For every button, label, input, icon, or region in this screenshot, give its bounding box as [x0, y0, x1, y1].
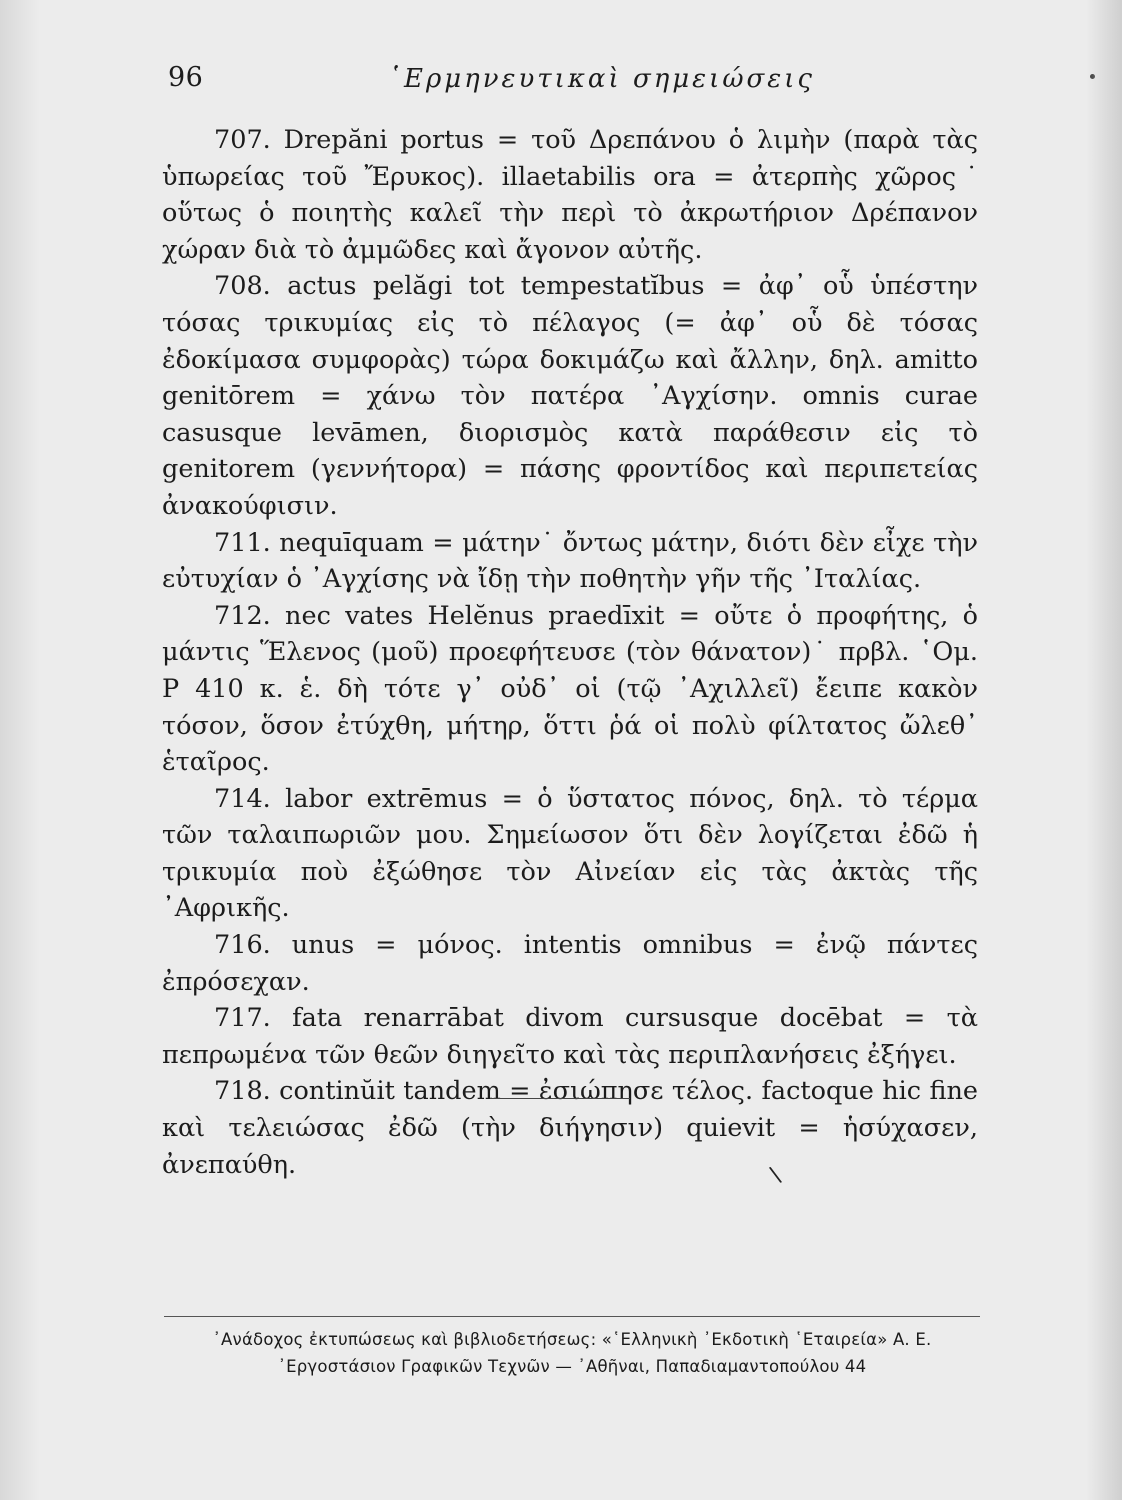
- stray-mark-icon: \: [767, 1162, 784, 1189]
- note-712: 712. nec vates Helĕnus praedīxit = οὔτε ὁ προφήτης, ὁ μάντις Ἕλενος (μοῦ) προεφήτευσε (τὸν θάνατον)˙ πρβλ. ῾Ομ. Ρ 410 κ. ἑ. δὴ τότε γ᾽ οὐδ᾽ οἱ (τῷ ᾽Αχιλλεῖ) ἔειπε κακὸν τόσον, ὅσον ἐτύχθη, μήτηρ, ὅττι ῥά οἱ πολὺ φίλτατος ὤλεθ᾽ ἑταῖρος.: [162, 600, 978, 778]
- note-707: 707. Drepăni portus = τοῦ Δρεπάνου ὁ λιμὴν (παρὰ τὰς ὑπωρείας τοῦ Ἔρυκος). illaetabilis ora = ἀτερπὴς χῶρος˙ οὕτως ὁ ποιητὴς καλεῖ τὴν περὶ τὸ ἀκρωτήριον Δρέπανον χώραν διὰ τὸ ἀμμῶδες καὶ ἄγονον αὐτῆς.: [162, 125, 978, 265]
- footer-divider: [164, 1316, 980, 1317]
- ink-speck: [1090, 74, 1095, 79]
- note-718: 718. continŭit tandem = ἐσιώπησε τέλος. factoque hic fine καὶ τελειώσας ἐδῶ (τὴν διήγησιν) quievit = ἡσύχασεν, ἀνεπαύθη.: [162, 1076, 978, 1180]
- printer-colophon: [164, 1326, 980, 1380]
- running-title: ῾Ερμηνευτικαὶ σημειώσεις: [388, 64, 815, 94]
- page-header: [160, 62, 960, 102]
- note-716: 716. unus = μόνος. intentis omnibus = ἐνῷ πάντες ἐπρόσεχαν.: [162, 930, 978, 997]
- note-714: 714. labor extrēmus = ὁ ὕστατος πόνος, δηλ. τὸ τέρμα τῶν ταλαιπωριῶν μου. Σημείωσον ὅτι δὲν λογίζεται ἐδῶ ἡ τρικυμία ποὺ ἐξώθησε τὸν Αἰνείαν εἰς τὰς ἀκτὰς τῆς ᾽Αφρικῆς.: [162, 783, 978, 924]
- colophon-line-1: ᾽Ανάδοχος ἐκτυπώσεως καὶ βιβλιοδετήσεως: «῾Ελληνικὴ ᾽Εκδοτικὴ ῾Εταιρεία» Α. Ε.: [212, 1330, 932, 1349]
- commentary-notes: [162, 122, 978, 1183]
- colophon-line-2: ᾽Εργοστάσιον Γραφικῶν Τεχνῶν — ᾽Αθῆναι, Παπαδιαμαντοπούλου 44: [277, 1357, 867, 1376]
- page-number: 96: [168, 62, 204, 93]
- note-708: 708. actus pelăgi tot tempestatĭbus = ἀφ᾽ οὗ ὑπέστην τόσας τρικυμίας εἰς τὸ πέλαγος (= ἀφ᾽ οὗ δὲ τόσας ἐδοκίμασα συμφορὰς) τώρα δοκιμάζω καὶ ἄλλην, δηλ. amitto genitōrem = χάνω τὸν πατέρα ᾽Αγχίσην. omnis curae casusque levāmen, διορισμὸς κατὰ παράθεσιν εἰς τὸ genitorem (γεννήτορα) = πάσης φροντίδος καὶ περιπετείας ἀνακούφισιν.: [162, 271, 978, 521]
- end-rule: [490, 1098, 630, 1099]
- note-717: 717. fata renarrābat divom cursusque docēbat = τὰ πεπρωμένα τῶν θεῶν διηγεῖτο καὶ τὰς περιπλανήσεις ἐξήγει.: [162, 1003, 978, 1070]
- note-711: 711. nequīquam = μάτην˙ ὄντως μάτην, διότι δὲν εἶχε τὴν εὐτυχίαν ὁ ᾽Αγχίσης νὰ ἴδῃ τὴν ποθητὴν γῆν τῆς ᾽Ιταλίας.: [162, 527, 978, 595]
